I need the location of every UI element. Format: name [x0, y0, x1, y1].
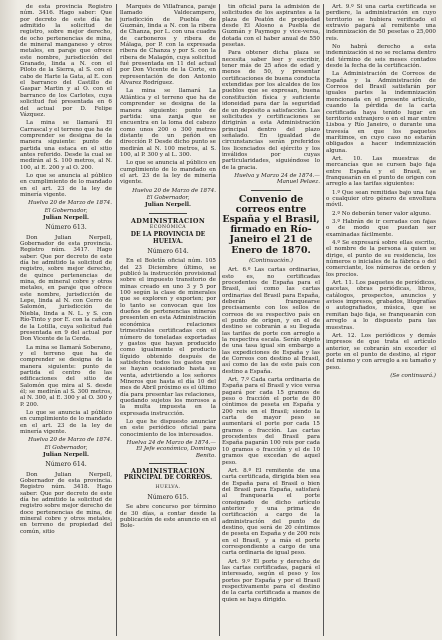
paragraph: Art. 9.º Si una carta certificada se perdiere, la administración en cuyo territorio se hubiera verificado el extravío pagará al remitente una indemnización de 50 pesetas o 25,000 reis.: [326, 4, 436, 42]
section-subheading: PRINCIPAL DE CORREOS.: [123, 474, 213, 482]
paragraph: Art. 10. Las muestras de mercancías que se cursen bajo faja entre España y el Brasil, se franquearán en el punto de origen con arreglo a las tarifas siguientes:: [326, 155, 436, 188]
paragraph: La Administración de Correos de España y la Administración de Correos del Brasil satisfarán por iguales partes la indemnización mencionada en el presente artículo, cuando la pérdida de la carta certificada haya tenido lugar en territorio extranjero o en el mar entre Lisboa y Río Janeiro, o durante una travesía en que los paquetes marítimos, en cuyo caso no estarán obligados a hacer indemnización alguna.: [326, 71, 436, 154]
section-subheading: DE LA PROVINCIA DE HUELVA.: [130, 231, 206, 245]
signature-name: Julian Nerpell.: [43, 452, 89, 459]
notice-number: Número 613.: [45, 224, 87, 232]
paragraph: Art. 11. Los paquetes de periódicos, gacetas, obras periódicas, libros, catálogos, prospectos, anuncios y avisos impresos, grabados, litografías o autografiados, música, que se remitan bajo faja, se franquearán con arreglo a lo dispuesto para las muestras.: [326, 280, 436, 331]
dateline: Huelva 20 de Marzo de 1874.: [28, 200, 112, 207]
paragraph: En el Boletín oficial núm. 105 del 23 Diciembre último, se publicó la instrucción provisional sobre el impuesto transitorio de minas creado en uno 3 y 5 por 100 según la clase de minerales que se exploren y exporten; por lo tanto se convocan que los dueños de pertenencias mineras presenten en esta Administración económica relaciones trimestrales certificadas con el número de toneladas exportadas y gastos que hayan producido como igualmente el producto líquido obtenido después de satisfechos todos los gastos que se hayan ocasionado hasta su venta, advirtiendo a los señores Mineros que hasta el día 10 del mes de Abril próximo es el último día para presentar las relaciones, quedando sujetos los morosos a la multa impuesta en la expresada instrucción.: [120, 258, 216, 417]
column-3: [222, 4, 320, 636]
signature-name: Julian Nerpell.: [145, 202, 191, 209]
paragraph: La mina se llamará El Carrascal y el terreno que ha de comprender se designa de la manera siguiente: punto de partida una estaca en el sitio antes referido. Desde la cual se medirán al S. 100 metros, al N. 100, al E. 200 y al O. 200.: [20, 120, 112, 171]
dateline: Huelva 20 de Marzo de 1874.: [132, 187, 216, 194]
paragraph: tín oficial para la admisión de solicitudes de los aspirantes a la plaza de Peatón de propiedad desde El Alosno a Puebla de Guzmán y Paymogo y vice-versa, dotada con el haber anual de 550 pesetas.: [222, 4, 320, 49]
section-subheading: HUELVA.: [155, 484, 181, 490]
dateline: Huelva y Marzo 24 de 1874.— Manuel Pelaez.: [234, 172, 320, 186]
signature-title: El Gobernador,: [44, 444, 88, 451]
column-rule: [116, 4, 117, 636]
paragraph: Art. 12. Los periódicos y demás impresos de que trata el artículo anterior, se cobrarán sin exceder el porte en el punto de destino, al rigor del mismo y con arreglo a su tamaño y peso.: [326, 332, 436, 371]
paragraph: Art. 7.º Cada carta ordinaria de España para el Brasil y vice versa pagará por cada 15 gramos de peso o fracción el porte de 80 céntimos de peseta en España y 200 reis en el Brasil; siendo la carta de mayor peso se aumentará el porte por cada 15 gramos o fracción. Las cartas procedentes del Brasil para España pagarán 100 reis por cada 10 gramos o fracción y el de 10 gramos que excedan de aquel peso.: [222, 377, 320, 466]
signature-title: El Gobernador,: [44, 207, 88, 214]
column-4: [326, 4, 436, 636]
paragraph: Lo que se anuncia al público en cumplimiento de lo mandado en el art. 23 de la ley de minería vigente.: [20, 409, 112, 435]
paragraph: Don Julian Nerpell, Gobernador de esta provincia. Registro núm. 3417. Hago saber: Que por decreto de este día he admitido la solicitud de registro, sobre mejor derecho, de quince pertenencias de mina, de mineral cobre y otros metales, en paraje que ofrece este nombre, jurisdicción de Lepe, linda al N. con Cerro de Salomón, jurisdicción de Niebla, linda a N. L. y S. con Río-Tinto y por E. con la cañada de la Lotilla, cuya solicitud fué presentada en 9 del actual por Don Vicente de la Cerda.: [20, 234, 112, 343]
paragraph: Lo que se anuncia al público en cumplimiento de lo mandado en el art. 23 de la ley de minería vigente.: [120, 160, 216, 186]
article-title: Convenio de correos entre España y el Brasil, firmado en Río-Janeiro el 21 de Enero de 1870.: [222, 193, 320, 256]
paragraph: Se abre concurso por término de 30 días, a contar desde la publicación de este anuncio en el Bole-: [120, 504, 216, 530]
paragraph: Don Julian Nerpell, Gobernador de esta provincia. Registro núm. 3418. Hago saber: Que por decreto de este día he admitido la solicitud de registro sobre mejor derecho de doce pertenencias de mina, de mineral cobre y otros metales, en terreno de propiedad del común, sitio: [20, 471, 112, 535]
column-rule: [323, 4, 324, 636]
section-subheading: ECONÓMICA: [149, 225, 187, 230]
paragraph: La mina se llamará La Atlántica y el terreno que ha de comprender se designa de la manera siguiente: punto de partida: una zanja que se encuentra en la loma del cabezo como unos 200 o 300 metros distante de un peñón en dirección P. Desde dicho punto se medirán al N. 100 metros, al S. 100, al P. 300 y al L. 300.: [120, 88, 216, 158]
paragraph: No habrá derecho a esta indemnización si no se reclama dentro del término de seis meses contados desde la fecha de la certificación.: [326, 44, 436, 70]
paragraph: 4.º Se expresará sobre ellas escrito, el nombre de la persona a quien se dirige, el punto de su residencia, los números o iniciales de la fábrica o del comerciante, los números de orden y los precios.: [326, 240, 436, 278]
page-edge-shadow: [0, 0, 18, 640]
paragraph: Art. 8.º El remitente de una carta certificada, dirigida bien sea de España para el Brasil o bien del Brasil para España, satisfará al franquearla el porte consignado de dicho artículo anterior y una prima de certificación a cargo de la administración del punto de destino, que será de 20 céntimos de peseta en España y de 200 reis en el Brasil, y a más el porte correspondiente a cargo de una carta ordinaria de igual peso.: [222, 467, 320, 557]
paragraph: Art. 9.º El porte y derecho de las cartas certificadas, pagará el interesado, según el peso y los portes por España y por el Brasil respectivamente para el destino de la carta certificada a manos de quien se haya dirigido.: [222, 558, 320, 603]
signature-name: Julian Nerpell.: [43, 215, 89, 221]
paragraph: de esta provincia Registro núm. 3416. Hago saber: Que por decreto de este día he admitido la solicitud de registro, sobre mejor derecho, de ocho pertenencias de mina, de mineral manganeso y otros metales, en paraje que ofrece este nombre, jurisdicción del Granado, linda a N. con el Piloto de la Sierra, al S. con el cabo de Harte la Gata, al E. con el barranco del Castillo de Gaspar Martin y al O. con el barranco de los Carlotes, cuya solicitud fué presentada en 6 del actual por D. Felipe Vázquez.: [20, 4, 112, 118]
paragraph: Para obtener dicha plaza se necesita saber leer y escribir, tener más de 25 años de edad y menos de 50, y presentar certificaciones de buena conducta extendidas por los alcaldes de los pueblos que se expresan, buena constitución física y suficiente idoneidad para dar la seguridad de un depósito a satisfacción. Las solicitudes y certificaciones se dirigirán a esta Administración principal dentro del plazo señalado. En igualdad de circunstancias serán preferidos los licenciados del ejército y los inválidos por cuyas particularidades, siguiéndose lo de la gracia.: [222, 50, 320, 171]
continuation-note: (Se continuará.): [390, 372, 436, 379]
section-heading: ADMINISTRACION: [130, 467, 206, 476]
section-heading: ADMINISTRACION: [130, 216, 206, 225]
section-divider: [251, 190, 290, 191]
paragraph: Lo que he dispuesto anunciar en este periódico oficial para conocimiento de los interesados.: [120, 418, 216, 438]
section-divider: [149, 463, 187, 464]
section-divider: [149, 213, 187, 214]
paragraph: Art. 6.º Las cartas ordinarias, esto es, no certificadas procedentes de España para el Brasil, así como las cartas ordinarias del Brasil para España, deberán franquearse precisamente con los sellos de correos de su respectivo país en el punto de origen, y en el de destino se cobrarán a su llegada las tarifas de porte con arreglo a la respectiva escala. Serán objeto de una tasa igual sin embargo a las expediciones de España y las de Correos con destino al Brasil, así como de las de este país con destino a España.: [222, 267, 320, 375]
dateline: Huelva 20 de Marzo de 1874.: [28, 437, 112, 444]
column-rule: [219, 4, 220, 636]
column-1: [20, 4, 112, 636]
paragraph: 1.º Que sean remitidas bajo una faja o cualquier otro género de envoltura móvil.: [326, 189, 436, 209]
notice-number: Número 615.: [147, 494, 189, 502]
notice-number: Número 614.: [45, 461, 87, 469]
column-2: [120, 4, 216, 636]
dateline: Huelva 24 de Marzo de 1874.— El Jefe económico, Domingo Benito.: [126, 440, 216, 459]
paragraph: Marqués de Villafranca, paraje llamado Valdecampero, jurisdicción de Puebla de Guzmán, linda a N. con la ribera de Chanza, por L. con una cuadra de carboneros y ribera de Málaga, por P. con la expresada ribera de Chanza y por S. con la ribera de Malagón, cuya solicitud fué presentada en 11 del actual por Don Vicente de la Corte, en representación de don Antonio Álvarez Rodríguez.: [120, 4, 216, 87]
signature-title: El Gobernador,: [146, 194, 190, 201]
paragraph: 2.º No deberán tener valor alguno.: [332, 210, 431, 217]
continuation-note: (Continuación.): [249, 257, 293, 264]
paragraph: La mina se llamará Soberano, y el terreno que ha de comprender se designa de la manera siguiente: punto de partida el centro de las edificaciones del sitio de Salomón que mira al S. desde él; se medirán al S. 300 metros, al N. 300, al E. 300 y al O. 300 y P. 200.: [20, 344, 112, 408]
paragraph: 3.º Habrán de ir cerradas con fajas o de modo que puedan ser examinadas fácilmente.: [326, 219, 436, 238]
notice-number: Número 614.: [147, 248, 189, 256]
paragraph: Lo que se anuncia al público en cumplimiento de lo mandado en el art. 23 de la ley de minería vigente.: [20, 172, 112, 198]
